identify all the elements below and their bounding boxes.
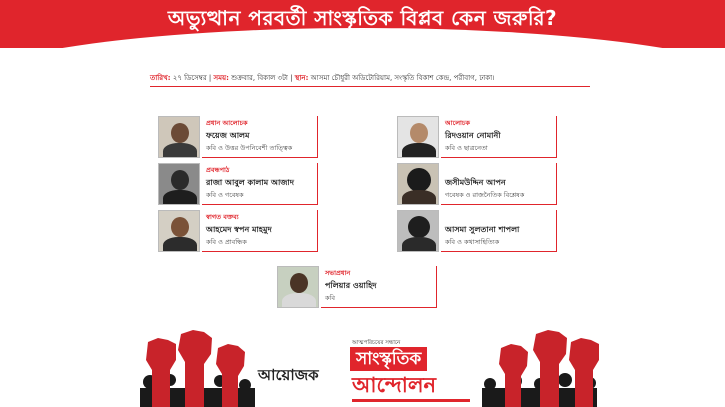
logo-line-1: সাংস্কৃতিক: [350, 347, 427, 371]
time-value: শুক্রবার, বিকাল ৩টা: [231, 74, 288, 82]
speaker-desc: কবি ও উত্তর উপনিবেশী তাত্ত্বিক: [206, 144, 293, 152]
card-divider: [202, 204, 318, 205]
speaker-name: আসমা সুলতানা শাপলা: [445, 225, 520, 234]
speaker-name: রিদওয়ান নোমানী: [445, 131, 501, 140]
card-divider: [441, 251, 557, 252]
card-divider: [556, 116, 557, 158]
speaker-card-discussant-3: [397, 210, 557, 252]
speaker-name: ফয়েজ আলম: [206, 131, 250, 140]
speaker-role: আলোচক: [445, 119, 470, 127]
header-banner: [0, 0, 725, 48]
logo-tagline: আত্মপরিচয়ের সন্ধানে: [352, 340, 401, 346]
card-divider: [441, 204, 557, 205]
card-divider: [436, 266, 437, 308]
speaker-desc: গবেষক ও রাজনৈতিক বিশ্লেষক: [445, 191, 525, 199]
speaker-photo: [277, 266, 319, 308]
speaker-desc: কবি ও কথাসাহিত্যিক: [445, 238, 500, 246]
card-divider: [556, 163, 557, 205]
organizer-label: আয়োজক: [258, 366, 319, 384]
venue-value: আসমা চৌধুরী অডিটোরিয়াম, সংস্কৃতি বিকাশ কেন্দ্র, পরীবাগ, ঢাকা।: [310, 74, 495, 82]
logo-underline: [352, 399, 470, 402]
speaker-card-paper-reader: [158, 163, 318, 205]
page-title: অভ্যুত্থান পরবর্তী সাংস্কৃতিক বিপ্লব কেন জরুরি?: [167, 6, 558, 30]
speaker-role: স্বাগত বক্তব্য: [206, 213, 239, 221]
logo-line-2: আন্দোলন: [352, 373, 437, 397]
speaker-card-discussant-2: [397, 163, 557, 205]
speaker-photo: [397, 163, 439, 205]
date-value: ২৭ ডিসেম্বর: [172, 74, 207, 82]
speaker-card-discussant-1: [397, 116, 557, 158]
time-label: সময়:: [213, 74, 229, 82]
speaker-desc: কবি: [325, 294, 336, 302]
speaker-photo: [397, 116, 439, 158]
speaker-desc: কবি ও প্রাবন্ধিক: [206, 238, 247, 246]
footer: [0, 330, 725, 407]
speaker-role: প্রধান আলোচক: [206, 119, 248, 127]
speaker-photo: [397, 210, 439, 252]
card-divider: [317, 116, 318, 158]
speaker-card-chief-discussant: [158, 116, 318, 158]
speaker-name: পলিয়ার ওয়াহিদ: [325, 281, 377, 290]
speaker-role: প্রবন্ধপাঠ: [206, 166, 230, 174]
info-divider: [150, 86, 590, 87]
speaker-photo: [158, 210, 200, 252]
card-divider: [321, 307, 437, 308]
speaker-name: রাজা আবুল কালাম আজাদ: [206, 178, 294, 187]
speaker-name: জসীমউদ্দিন আপন: [445, 178, 506, 187]
date-label: তারিখ:: [150, 74, 171, 82]
card-divider: [202, 157, 318, 158]
speaker-photo: [158, 116, 200, 158]
card-divider: [441, 157, 557, 158]
card-divider: [317, 210, 318, 252]
speaker-photo: [158, 163, 200, 205]
speaker-desc: কবি ও ছাত্রনেতা: [445, 144, 488, 152]
card-divider: [317, 163, 318, 205]
venue-label: স্থান:: [294, 74, 309, 82]
speaker-card-welcome-speech: [158, 210, 318, 252]
speaker-desc: কবি ও গবেষক: [206, 191, 244, 199]
event-info: তারিখ: ২৭ ডিসেম্বর | সময়: শুক্রবার, বিকাল ৩টা | স্থান: আসমা চৌধুরী অডিটোরিয়াম, সংস্কৃতি বিকাশ কেন্দ্র, পরীবাগ, ঢাকা।: [150, 74, 495, 82]
card-divider: [202, 251, 318, 252]
speaker-role: সভাপ্রধান: [325, 269, 351, 277]
speaker-card-president: [277, 266, 437, 308]
speaker-name: আহমেদ স্বপন মাহমুদ: [206, 225, 272, 234]
card-divider: [556, 210, 557, 252]
